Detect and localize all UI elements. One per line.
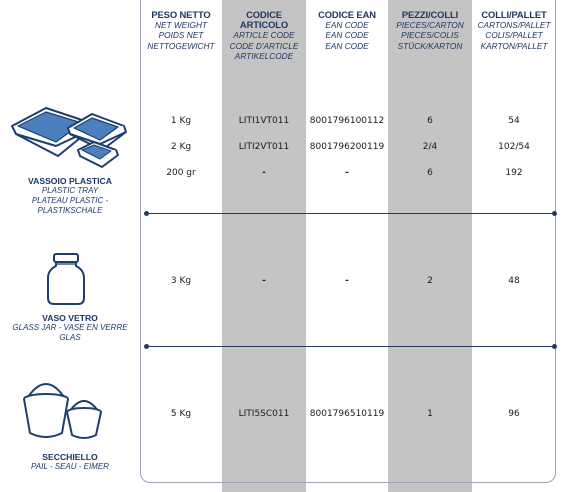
- row-2kg-cartons: 102/54: [498, 142, 530, 152]
- header-article-code-fr: CODE D'ARTICLE: [229, 40, 299, 51]
- row-1kg-pieces: 6: [427, 116, 433, 126]
- row-5kg-cartons: 96: [508, 409, 520, 419]
- row-5kg-ean: 8001796510119: [309, 409, 385, 419]
- row-1kg-ean: 8001796100112: [309, 116, 385, 126]
- product-plastic-tray-line2: PLATEAU PLASTIC - PLASTIKSCHALE: [31, 196, 109, 215]
- header-net-weight-en: NET WEIGHT: [154, 20, 208, 31]
- header-net-weight-fr: POIDS NET: [158, 30, 204, 41]
- header-article-code-de: ARTIKELCODE: [234, 50, 294, 61]
- header-ean-code-en: EAN CODE: [325, 20, 369, 31]
- product-pail-title: SECCHIELLO: [42, 452, 98, 462]
- header-cartons-pallet-fr: COLIS/PALLET: [485, 30, 543, 41]
- product-plastic-tray-title: VASSOIO PLASTICA: [28, 176, 112, 186]
- header-ean-code-title: CODICE EAN: [318, 9, 376, 20]
- product-glass-jar: [0, 313, 140, 343]
- product-pail-line1: PAIL - SEAU - EIMER: [31, 462, 109, 471]
- section-divider: [146, 346, 555, 347]
- row-2kg-weight: 2 Kg: [170, 142, 192, 152]
- row-3kg-weight: 3 Kg: [170, 276, 192, 286]
- header-ean-code: [306, 10, 388, 51]
- row-5kg-weight: 5 Kg: [170, 409, 192, 419]
- glass-jar-icon: [44, 252, 88, 306]
- plastic-tray-icon: [6, 104, 131, 172]
- product-glass-jar-title: VASO VETRO: [42, 313, 98, 323]
- product-glass-jar-line2: GLAS: [59, 333, 81, 342]
- row-2kg-pieces: 2/4: [422, 142, 438, 152]
- header-ean-code-fr: EAN CODE: [325, 30, 369, 41]
- section-divider: [146, 213, 555, 214]
- header-article-code: [222, 10, 306, 61]
- row-5kg-pieces: 1: [427, 409, 433, 419]
- header-article-code-title: CODICE ARTICOLO: [239, 9, 289, 31]
- row-3kg-pieces: 2: [427, 276, 433, 286]
- product-glass-jar-line1: GLASS JAR - VASE EN VERRE: [12, 323, 128, 332]
- row-200gr-cartons: 192: [505, 168, 523, 178]
- header-pieces-carton-en: PIECES/CARTON: [396, 20, 464, 31]
- row-2kg-ean: 8001796200119: [309, 142, 385, 152]
- row-1kg-cartons: 54: [508, 116, 520, 126]
- product-plastic-tray: [0, 176, 140, 216]
- product-plastic-tray-line1: PLASTIC TRAY: [41, 186, 99, 195]
- header-pieces-carton-fr: PIECES/COLIS: [401, 30, 459, 41]
- row-2kg-article: LITI2VT011: [238, 142, 290, 152]
- row-200gr-pieces: 6: [427, 168, 433, 178]
- row-200gr-ean: -: [345, 168, 349, 178]
- header-net-weight: [140, 10, 222, 51]
- header-cartons-pallet: [472, 10, 556, 51]
- row-5kg-article: LITI5SC011: [238, 409, 290, 419]
- header-cartons-pallet-en: CARTONS/PALLET: [477, 20, 551, 31]
- row-1kg-weight: 1 Kg: [170, 116, 192, 126]
- header-article-code-en: ARTICLE CODE: [233, 30, 295, 41]
- header-net-weight-de: NETTOGEWICHT: [147, 40, 215, 51]
- product-pail: [0, 452, 140, 472]
- header-pieces-carton-title: PEZZI/COLLI: [401, 9, 459, 20]
- row-3kg-cartons: 48: [508, 276, 520, 286]
- row-3kg-ean: -: [345, 276, 349, 286]
- header-ean-code-de: EAN CODE: [325, 40, 369, 51]
- row-3kg-article: -: [262, 276, 266, 286]
- header-net-weight-title: PESO NETTO: [151, 9, 211, 20]
- row-1kg-article: LITI1VT011: [238, 116, 290, 126]
- header-pieces-carton: [388, 10, 472, 51]
- row-200gr-article: -: [262, 168, 266, 178]
- header-cartons-pallet-title: COLLI/PALLET: [481, 9, 547, 20]
- header-pieces-carton-de: STÜCK/KARTON: [397, 40, 463, 51]
- row-200gr-weight: 200 gr: [166, 168, 196, 178]
- header-cartons-pallet-de: KARTON/PALLET: [480, 40, 548, 51]
- pail-icon: [18, 375, 108, 443]
